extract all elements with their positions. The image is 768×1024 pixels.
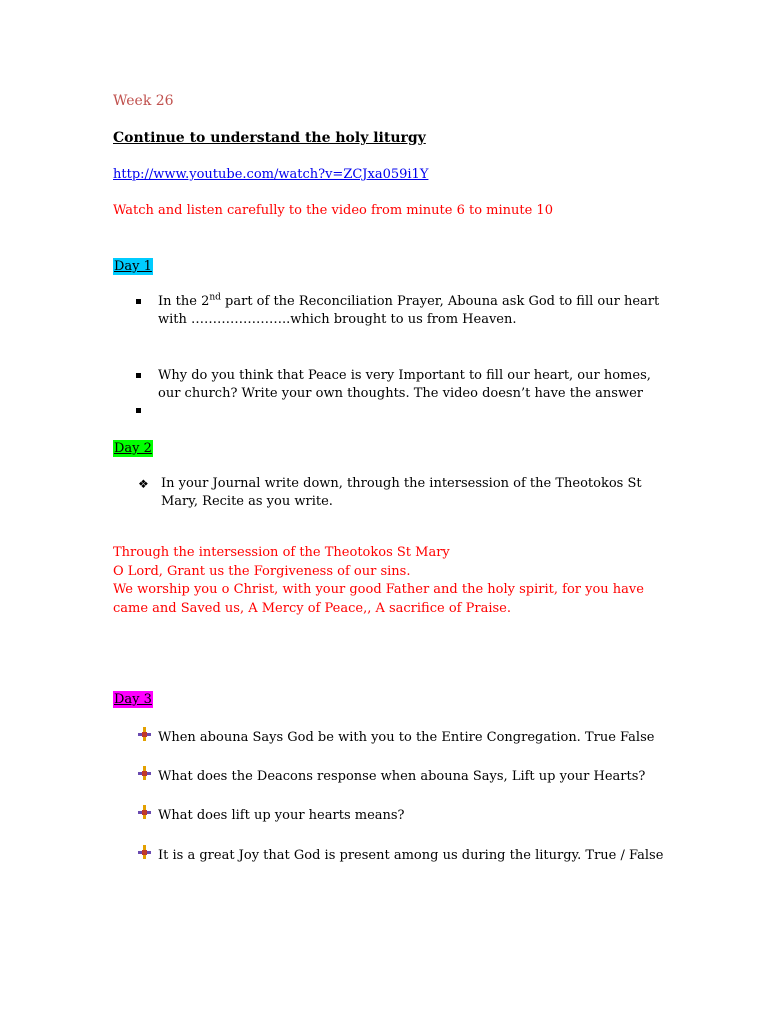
square-bullet-icon (136, 408, 141, 413)
q2-text-line1: Why do you think that Peace is very Important to fill our heart, our homes, (158, 368, 651, 383)
prayer-line: came and Saved us, A Mercy of Peace,, A sacrifice of Praise. (113, 600, 511, 616)
square-bullet-icon (136, 373, 141, 378)
cross-bullet-icon (137, 845, 151, 859)
cross-bullet-icon (137, 766, 151, 780)
day2-label: Day 2 (114, 441, 152, 456)
prayer-line: We worship you o Christ, with your good Father and the holy spirit, for you have (113, 582, 644, 597)
journal-text-line2: Mary, Recite as you write. (161, 494, 333, 509)
diamond-bullet-icon: ❖ (138, 477, 149, 491)
q1-text-start: In the 2 (158, 294, 210, 309)
q1-text-end: part of the Reconciliation Prayer, Abouna ask God to fill our heart (220, 294, 660, 309)
lesson-heading: Continue to understand the holy liturgy (113, 130, 426, 146)
q2-text-line2: our church? Write your own thoughts. The video doesn’t have the answer (158, 386, 644, 401)
cross-bullet-icon (137, 805, 151, 819)
day1-question-1 (158, 293, 659, 329)
q1-text-line2: with …………………..which brought to us from Heaven. (158, 312, 517, 327)
day1-label: Day 1 (114, 259, 152, 274)
day3-item: What does the Deacons response when abouna Says, Lift up your Hearts? (158, 769, 646, 784)
week-title: Week 26 (113, 93, 174, 109)
day2-journal-item (161, 475, 642, 511)
prayer-line: O Lord, Grant us the Forgiveness of our sins. (113, 563, 411, 579)
watch-instruction: Watch and listen carefully to the video from minute 6 to minute 10 (113, 203, 553, 218)
q1-superscript: nd (209, 292, 221, 303)
journal-text-line1: In your Journal write down, through the intersession of the Theotokos St (161, 476, 642, 491)
prayer-text (113, 544, 644, 618)
day3-item: When abouna Says God be with you to the Entire Congregation. True False (158, 730, 655, 745)
day3-item: It is a great Joy that God is present among us during the liturgy. True / False (158, 848, 664, 863)
day3-item: What does lift up your hearts means? (158, 808, 405, 823)
cross-bullet-icon (137, 727, 151, 741)
day1-question-2 (158, 367, 651, 403)
video-link[interactable]: http://www.youtube.com/watch?v=ZCJxa059i1Y (113, 167, 429, 182)
square-bullet-icon (136, 299, 141, 304)
day3-label: Day 3 (114, 692, 152, 707)
prayer-line: Through the intersession of the Theotokos St Mary (113, 545, 450, 560)
